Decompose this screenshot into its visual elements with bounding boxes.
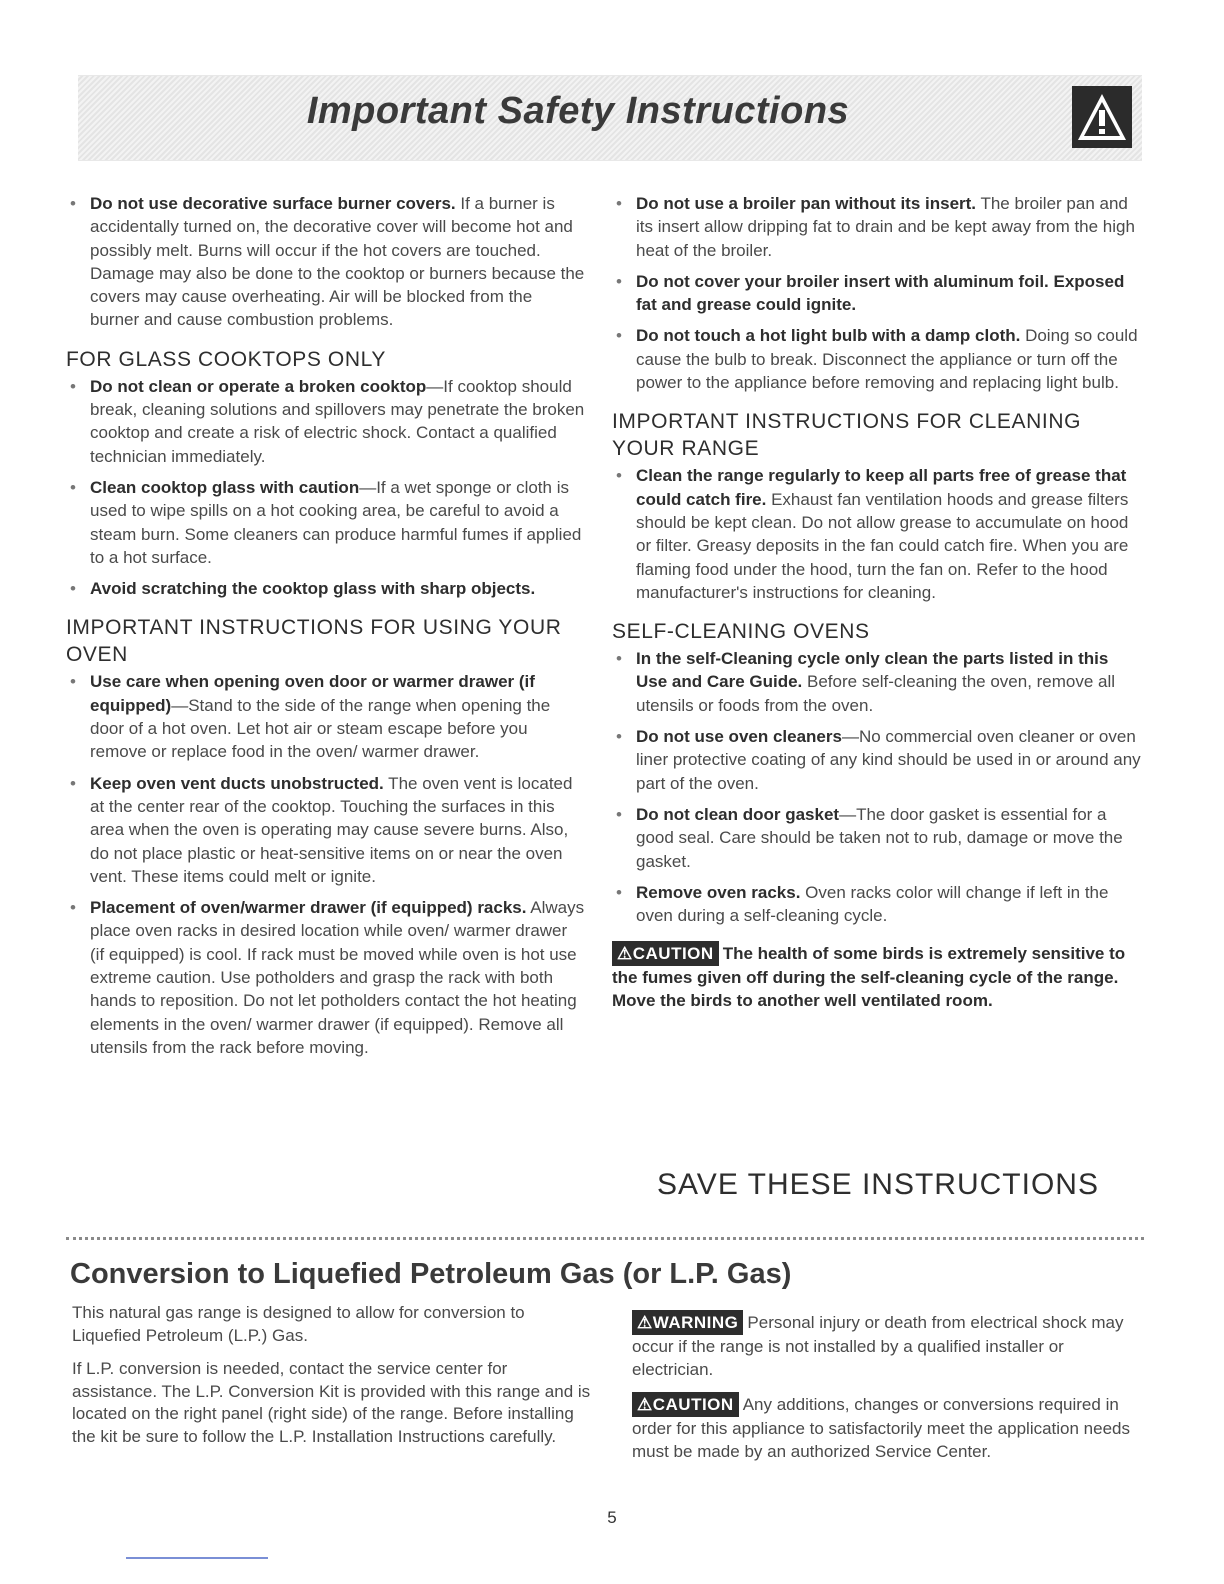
list-item: • Use care when opening oven door or warmer drawer (if equipped)—Stand to the side of the range when opening the door of a hot oven. Let hot air or steam escape before you remove or replace food in the oven/ warmer drawer.: [66, 670, 586, 763]
list-item: • Placement of oven/warmer drawer (if equipped) racks. Always place oven racks in desired location while oven/ warmer drawer (if equipped) is cool. If rack must be moved while oven is hot use extreme caution. Use potholders and grasp the rack with both hands to reposition. Do not let potholders contact the hot heating elements in the oven/ warmer drawer (if equipped). Remove all utensils from the rack before moving.: [66, 896, 586, 1059]
right-column: [612, 192, 1144, 1012]
list-item: • Remove oven racks. Oven racks color will change if left in the oven during a self-cleaning cycle.: [612, 881, 1144, 928]
section-heading-glass: FOR GLASS COOKTOPS ONLY: [66, 347, 386, 371]
warning-tag: ⚠WARNING: [632, 1310, 743, 1335]
save-instructions-heading: SAVE THESE INSTRUCTIONS: [657, 1168, 1099, 1201]
page-number: 5: [607, 1508, 617, 1527]
birds-caution: [612, 941, 1144, 1012]
cleaning-list: [612, 464, 1144, 604]
self-clean-list: [612, 647, 1144, 927]
list-item: • Clean cooktop glass with caution—If a wet sponge or cloth is used to wipe spills on a hot cooking area, be careful to avoid a steam burn. Some cleaners can produce harmful fumes if applied to a hot surface.: [66, 476, 586, 569]
list-item: • Do not use a broiler pan without its insert. The broiler pan and its insert allow dripping fat to drain and be kept away from the high heat of the broiler.: [612, 192, 1144, 262]
list-item: • Clean the range regularly to keep all parts free of grease that could catch fire. Exhaust fan ventilation hoods and grease filters should be kept clean. Do not allow grease to accumulate on hood or filter. Greasy deposits in the fan could catch fire. When you are flaming food under the hood, turn the fan on. Refer to the hood manufacturer's instructions for cleaning.: [612, 464, 1144, 604]
section-heading-self-cleaning: SELF-CLEANING OVENS: [612, 620, 870, 644]
conversion-caution: [632, 1392, 1144, 1463]
conversion-right: [632, 1310, 1144, 1474]
list-item: • Do not clean or operate a broken cooktop—If cooktop should break, cleaning solutions and spillovers may penetrate the broken cooktop and create a risk of electric shock. Contact a qualified technician immediately.: [66, 375, 586, 468]
conversion-paragraph: If L.P. conversion is needed, contact the service center for assistance. The L.P. Conversion Kit is provided with this range and is located on the right panel (right side) of the range. Before installing the kit be sure to follow the L.P. Installation Instructions carefully.: [72, 1359, 591, 1446]
list-item: • Keep oven vent ducts unobstructed. The oven vent is located at the center rear of the cooktop. Touching the surfaces in this area when the oven is operating may cause severe burns. Also, do not place plastic or heat-sensitive items on or near the oven vent. These items could melt or ignite.: [66, 772, 586, 888]
list-item: • Do not cover your broiler insert with aluminum foil. Exposed fat and grease could ignite.: [612, 270, 1144, 317]
section-heading-oven: IMPORTANT INSTRUCTIONS FOR USING YOUR OVEN: [66, 616, 562, 667]
oven-list: [66, 670, 586, 1059]
section-heading-cleaning: IMPORTANT INSTRUCTIONS FOR CLEANING YOUR RANGE: [612, 410, 1082, 461]
warning-triangle-icon: [1072, 86, 1132, 148]
list-item: • Avoid scratching the cooktop glass with sharp objects.: [66, 577, 586, 600]
list-item: • Do not use oven cleaners—No commercial oven cleaner or oven liner protective coating of any kind should be used in or around any part of the oven.: [612, 725, 1144, 795]
intro-list: [66, 192, 586, 332]
footer-rule: [126, 1557, 268, 1559]
caution-text: Any additions, changes or conversions required in order for this appliance to satisfactorily meet the application needs must be made by an authorized Service Center.: [632, 1395, 1130, 1461]
header-banner: [78, 75, 1142, 161]
caution-tag: ⚠CAUTION: [632, 1392, 739, 1417]
section-divider: [66, 1237, 1144, 1240]
list-item: • Do not use decorative surface burner covers. If a burner is accidentally turned on, the decorative cover will become hot and possibly melt. Burns will occur if the hot covers are touched. Damage may also be done to the cooktop or burners because the covers may cause overheating. Air will be blocked from the burner and cause combustion problems.: [66, 192, 586, 332]
left-column: [66, 192, 586, 1067]
conversion-left: [72, 1302, 596, 1459]
broiler-list: [612, 192, 1144, 394]
list-item: • Do not clean door gasket—The door gasket is essential for a good seal. Care should be taken not to rub, damage or move the gasket.: [612, 803, 1144, 873]
glass-list: [66, 375, 586, 601]
warning-text: Personal injury or death from electrical shock may occur if the range is not installed by a qualified installer or electrician.: [632, 1313, 1124, 1379]
caution-text: The health of some birds is extremely sensitive to the fumes given off during the self-cleaning cycle of the range. Move the birds to another well ventilated room.: [612, 944, 1126, 1011]
conversion-paragraph: This natural gas range is designed to allow for conversion to Liquefied Petroleum (L.P.) Gas.: [72, 1303, 525, 1345]
list-item: • In the self-Cleaning cycle only clean the parts listed in this Use and Care Guide. Before self-cleaning the oven, remove all utensils or foods from the oven.: [612, 647, 1144, 717]
conversion-warning: [632, 1310, 1144, 1381]
conversion-title: Conversion to Liquefied Petroleum Gas (or L.P. Gas): [70, 1258, 792, 1290]
page-title: Important Safety Instructions: [306, 90, 850, 132]
list-item: • Do not touch a hot light bulb with a damp cloth. Doing so could cause the bulb to break. Disconnect the appliance or turn off the power to the appliance before removing and replacing light bulb.: [612, 324, 1144, 394]
caution-tag: ⚠CAUTION: [612, 941, 719, 966]
